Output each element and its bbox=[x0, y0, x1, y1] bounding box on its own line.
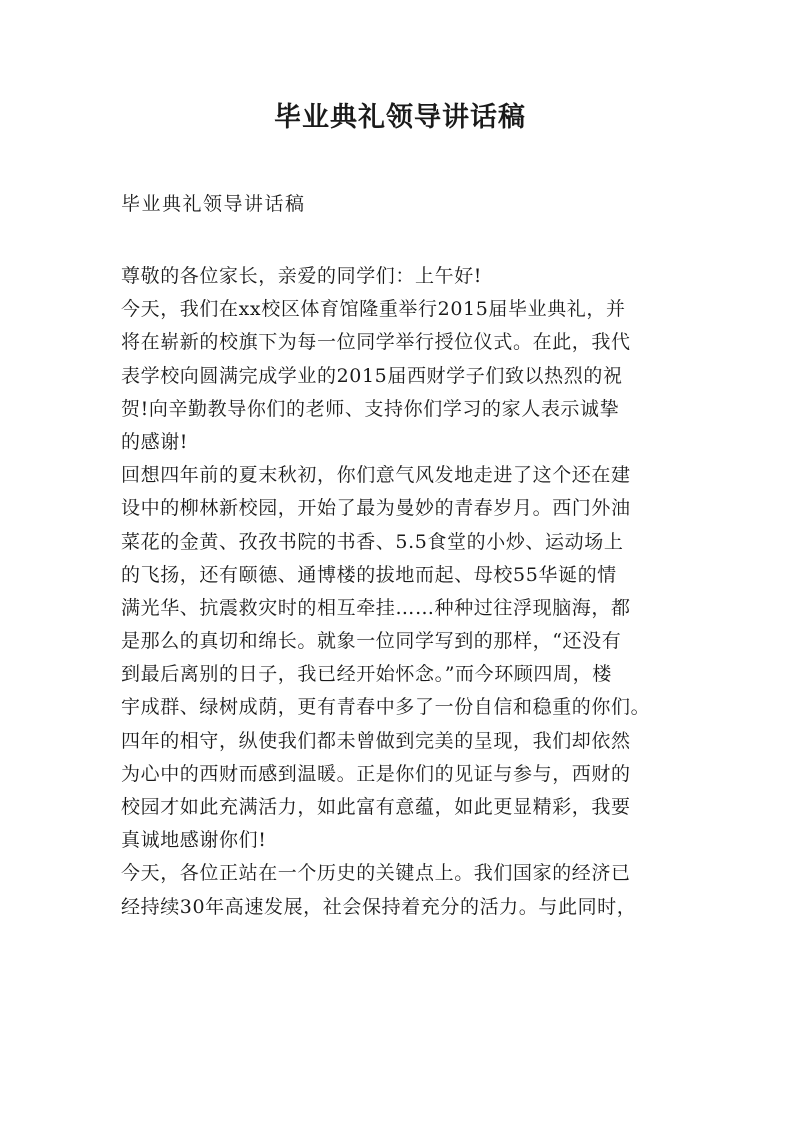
body-line: 到最后离别的日子，我已经开始怀念。”而今环顾四周，楼 bbox=[121, 663, 612, 686]
body-line: 的飞扬，还有颐德、通博楼的拔地而起、母校55华诞的情 bbox=[121, 563, 617, 586]
body-line: 校园才如此充满活力，如此富有意蕴，如此更显精彩，我要 bbox=[121, 796, 631, 818]
body-line: 将在崭新的校旗下为每一位同学举行授位仪式。在此，我代 bbox=[121, 331, 631, 354]
body-line: 经持续30年高速发展，社会保持着充分的活力。与此同时， bbox=[121, 895, 637, 918]
body-line: 贺!向辛勤教导你们的老师、支持你们学习的家人表示诚挚 bbox=[121, 397, 620, 420]
document-subtitle: 毕业典礼领导讲话稿 bbox=[121, 193, 306, 215]
body-line: 的感谢! bbox=[121, 430, 189, 453]
body-line: 为心中的西财而感到温暖。正是你们的见证与参与，西财的 bbox=[121, 762, 631, 785]
body-line: 回想四年前的夏末秋初，你们意气风发地走进了这个还在建 bbox=[121, 464, 631, 487]
body-line: 菜花的金黄、孜孜书院的书香、5.5食堂的小炒、运动场上 bbox=[121, 530, 624, 553]
document-body bbox=[121, 260, 687, 924]
body-line: 真诚地感谢你们! bbox=[121, 829, 267, 852]
body-line: 四年的相守，纵使我们都未曾做到完美的呈现，我们却依然 bbox=[121, 729, 631, 752]
document-title: 毕业典礼领导讲话稿 bbox=[274, 102, 526, 133]
body-line: 宇成群、绿树成荫，更有青春中多了一份自信和稳重的你们。 bbox=[121, 696, 651, 719]
body-line: 尊敬的各位家长，亲爱的同学们：上午好! bbox=[121, 265, 483, 287]
body-line: 满光华、抗震救灾时的相互牵挂……种种过往浮现脑海，都 bbox=[121, 596, 631, 619]
body-line: 今天，各位正站在一个历史的关键点上。我们国家的经济已 bbox=[121, 862, 631, 885]
body-line: 设中的柳林新校园，开始了最为曼妙的青春岁月。西门外油 bbox=[121, 497, 631, 520]
body-line: 表学校向圆满完成学业的2015届西财学子们致以热烈的祝 bbox=[121, 364, 623, 387]
body-line: 是那么的真切和绵长。就象一位同学写到的那样，“还没有 bbox=[121, 630, 622, 653]
body-line: 今天，我们在xx校区体育馆隆重举行2015届毕业典礼，并 bbox=[121, 298, 626, 321]
